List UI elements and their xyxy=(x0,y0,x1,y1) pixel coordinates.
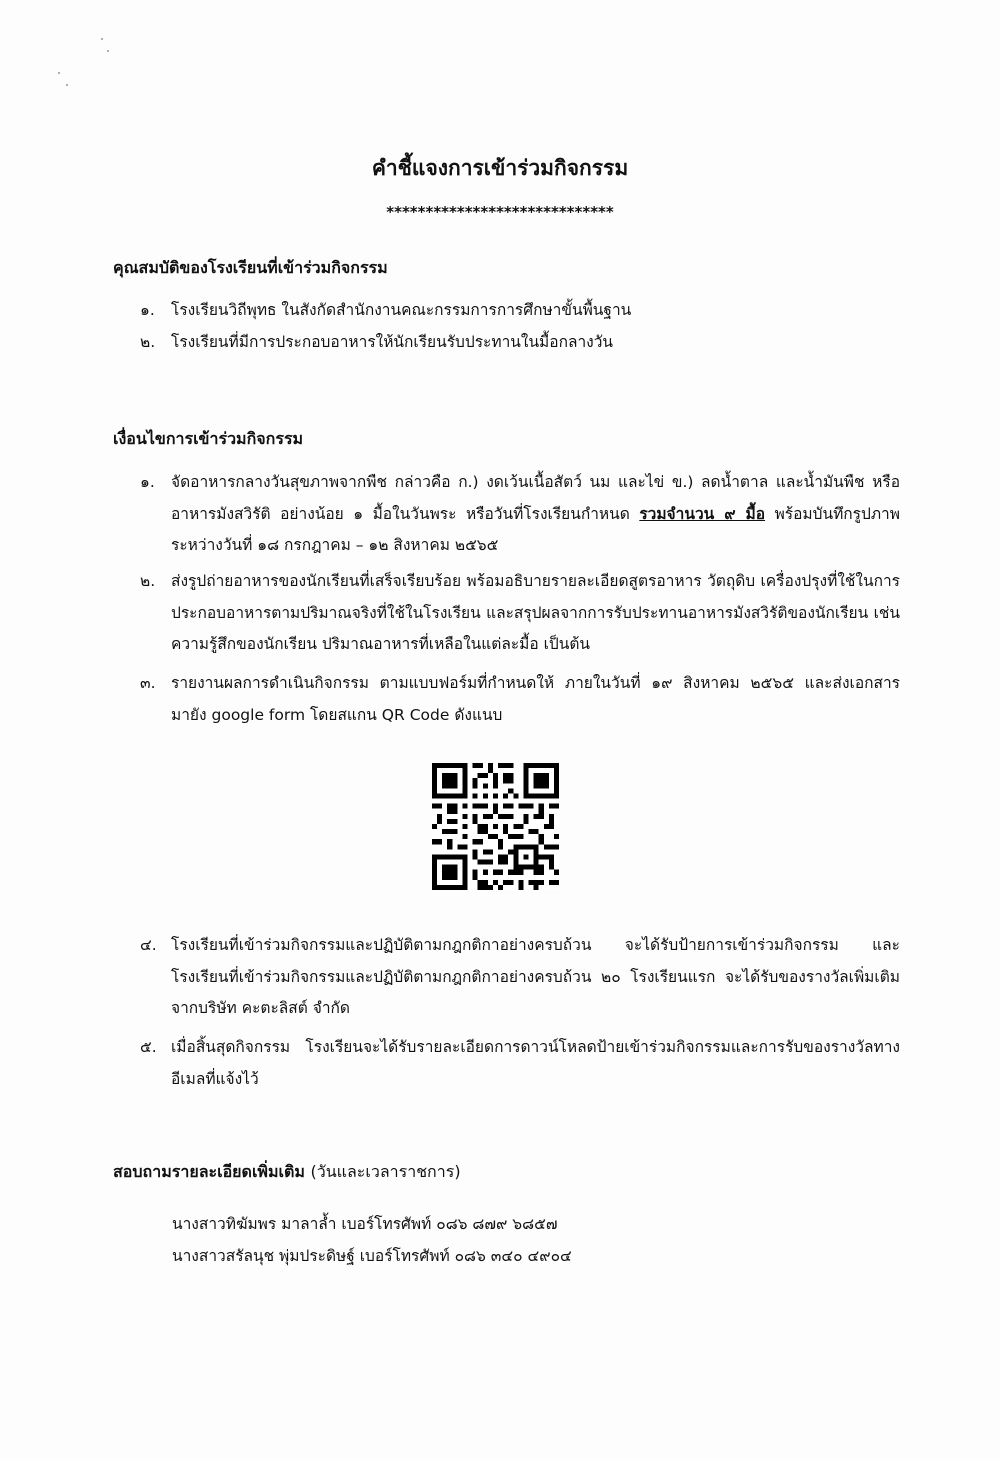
inquiry-heading-text: สอบถามรายละเอียดเพิ่มเติม xyxy=(113,1162,305,1181)
item-text: โรงเรียนวิถีพุทธ ในสังกัดสำนักงานคณะกรรมการการศึกษาขั้นพื้นฐาน xyxy=(171,301,632,319)
scan-speck xyxy=(107,50,109,52)
meal-count-emphasis: รวมจำนวน ๙ มื้อ xyxy=(639,504,766,523)
item-number: ๒. xyxy=(140,333,156,351)
inquiry-heading xyxy=(113,1160,461,1185)
condition-item-3 xyxy=(140,668,900,731)
scan-speck xyxy=(101,38,103,40)
item-text: โรงเรียนที่มีการประกอบอาหารให้นักเรียนรับประทานในมื้อกลางวัน xyxy=(171,333,614,351)
condition-item-4 xyxy=(140,930,900,1025)
item-number: ๑. xyxy=(140,301,155,319)
condition-item-1 xyxy=(140,467,900,562)
contact-line: นางสาวทิฆัมพร มาลาล้ำ เบอร์โทรศัพท์ ๐๘๖ ๘๗๙ ๖๘๕๗ xyxy=(172,1215,558,1233)
conditions-heading: เงื่อนไขการเข้าร่วมกิจกรรม xyxy=(113,429,304,448)
document-title: คำชี้แจงการเข้าร่วมกิจกรรม xyxy=(371,156,629,180)
qr-code-icon[interactable] xyxy=(432,763,559,890)
item-text: เมื่อสิ้นสุดกิจกรรม โรงเรียนจะได้รับรายละเอียดการดาวน์โหลดป้ายเข้าร่วมกิจกรรมและการรับของรางวัลทางอีเมลที่แจ้งไว้ xyxy=(171,1038,900,1088)
item-text xyxy=(171,467,900,562)
item-number: ๔. xyxy=(140,936,157,954)
item-text: โรงเรียนที่เข้าร่วมกิจกรรมและปฏิบัติตามกฎกติกาอย่างครบถ้วน จะได้รับป้ายการเข้าร่วมกิจกรรม และโรงเรียนที่เข้าร่วมกิจกรรมและปฏิบัติตามกฎกติกาอย่างครบถ้วน ๒๐ โรงเรียนแรก จะได้รับของรางวัลเพิ่มเติมจากบริษัท คะตะลิสต์ จำกัด xyxy=(171,936,900,1017)
qualifications-heading: คุณสมบัติของโรงเรียนที่เข้าร่วมกิจกรรม xyxy=(113,258,388,277)
condition-item-5 xyxy=(140,1032,900,1095)
item-text: รายงานผลการดำเนินกิจกรรม ตามแบบฟอร์มที่กำหนดให้ ภายในวันที่ ๑๙ สิงหาคม ๒๕๖๕ และส่งเอกสารมายัง google form โดยสแกน QR Code ดังแนบ xyxy=(171,674,900,724)
item-text-part: จัดอาหารกลางวันสุขภาพจากพืช กล่าวคือ ก.) งดเว้นเนื้อสัตว์ นม และไข่ ข.) ลดน้ำตาล และน้ำมันพืช หรืออาหารมังสวิรัติ อย่างน้อย ๑ มื้อในวันพระ หรือวันที่โรงเรียนกำหนด xyxy=(171,473,900,523)
qualification-item xyxy=(140,295,900,327)
item-number: ๕. xyxy=(140,1038,157,1056)
title-separator: ***************************** xyxy=(386,203,614,221)
item-text-part: พร้อมบันทึกรูปภาพ ระหว่างวันที่ ๑๘ กรกฎาคม – ๑๒ สิงหาคม ๒๕๖๕ xyxy=(171,504,900,554)
inquiry-hours-note: (วันและเวลาราชการ) xyxy=(310,1162,461,1181)
item-text: ส่งรูปถ่ายอาหารของนักเรียนที่เสร็จเรียบร้อย พร้อมอธิบายรายละเอียดสูตรอาหาร วัตถุดิบ เครื่องปรุงที่ใช้ในการประกอบอาหารตามปริมาณจริงที่ใช้ในโรงเรียน และสรุปผลจากการรับประทานอาหารมังสวิรัติของนักเรียน เช่น ความรู้สึกของนักเรียน ปริมาณอาหารที่เหลือในแต่ละมื้อ เป็นต้น xyxy=(171,572,900,653)
contact-line: นางสาวสรัลนุช พุ่มประดิษฐ์ เบอร์โทรศัพท์ ๐๘๖ ๓๔๐ ๔๙๐๔ xyxy=(172,1247,572,1265)
scan-speck xyxy=(58,72,60,74)
scan-speck xyxy=(66,84,68,86)
item-number: ๓. xyxy=(140,674,156,692)
item-number: ๑. xyxy=(140,473,155,491)
condition-item-2 xyxy=(140,566,900,661)
qualification-item xyxy=(140,327,900,359)
item-number: ๒. xyxy=(140,572,156,590)
